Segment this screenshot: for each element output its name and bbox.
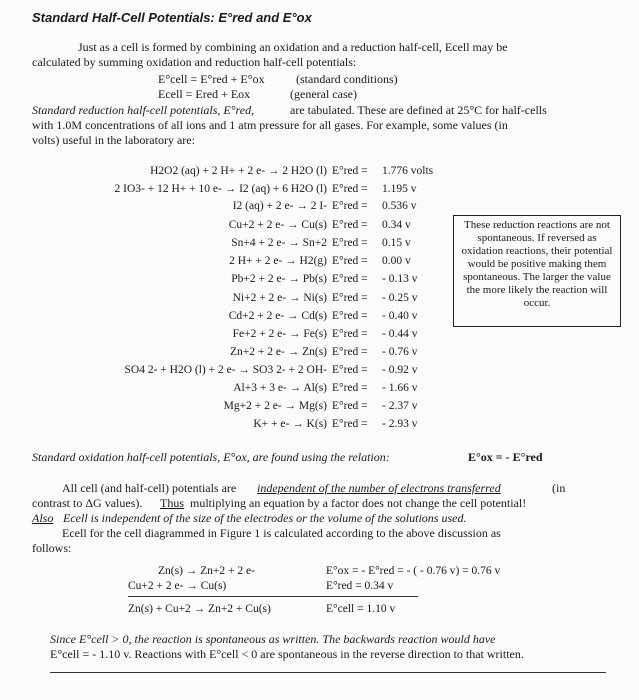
table-row-value: - 0.25 v [382,292,418,304]
table-row-reaction: I2 (aq) + 2 e- → 2 I- [232,200,327,212]
table-row-label: E°red = [332,292,368,304]
table-row-value: 0.00 v [382,255,411,267]
table-row-value: - 0.13 v [382,273,418,285]
example-net-reaction: Zn(s) + Cu+2 → Zn+2 + Cu(s) [128,603,271,615]
table-row-value: - 0.76 v [382,346,418,358]
table-row-label: E°red = [332,237,368,249]
table-row-reaction: SO4 2- + H2O (l) + 2 e- → SO3 2- + 2 OH- [124,364,327,376]
para2-line-2b: Thus [160,496,184,510]
bottom-rule [50,672,606,673]
example-ox-value: E°ox = - E°red = - ( - 0.76 v) = 0.76 v [326,565,501,577]
table-row-label: E°red = [332,273,368,285]
para2-line-3a: Also [32,511,54,525]
table-row-label: E°red = [332,219,368,231]
intro-line-3a: Standard reduction half-cell potentials, E°red, [32,103,255,117]
table-row-reaction: Mg+2 + 2 e- → Mg(s) [223,400,327,412]
table-row-reaction: Cd+2 + 2 e- → Cd(s) [228,310,327,322]
para2-line-4: Ecell for the cell diagrammed in Figure 1 is calculated according to the above discussion as [62,526,501,540]
intro-line-2: calculated by summing oxidation and reduction half-cell potentials: [32,55,357,69]
example-ox-reaction: Zn(s) → Zn+2 + 2 e- [158,565,255,577]
sum-divider [128,596,418,597]
formula-general-note: (general case) [290,87,357,101]
table-row-reaction: Pb+2 + 2 e- → Pb(s) [231,273,327,285]
table-row-label: E°red = [332,200,368,212]
table-row-reaction: 2 IO3- + 12 H+ + 10 e- → I2 (aq) + 6 H2O (l) [114,183,327,195]
example-red-value: E°red = 0.34 v [326,580,394,592]
table-row-value: - 0.44 v [382,328,418,340]
table-row-label: E°red = [332,328,368,340]
formula-standard-note: (standard conditions) [296,72,398,86]
example-net-value: E°cell = 1.10 v [326,603,396,615]
table-row-label: E°red = [332,165,368,177]
table-row-value: - 2.93 v [382,418,418,430]
para2-line-2c: multiplying an equation by a factor does not change the cell potential! [190,496,527,510]
formula-general: Ecell = Ered + Eox [158,87,251,101]
intro-line-5: volts) useful in the laboratory are: [32,133,195,147]
table-row-value: - 0.92 v [382,364,418,376]
table-row-reaction: Fe+2 + 2 e- → Fe(s) [232,328,327,340]
table-row-value: 1.195 v [382,183,417,195]
oxidation-relation: E°ox = - E°red [468,450,543,464]
table-row-value: 1.776 volts [382,165,434,177]
para2-line-5: follows: [32,541,72,555]
table-row-value: 0.15 v [382,237,411,249]
para2-line-1b: independent of the number of electrons transferred [257,481,501,495]
table-row-value: - 0.40 v [382,310,418,322]
table-row-label: E°red = [332,183,368,195]
table-row-reaction: Al+3 + 3 e- → Al(s) [233,382,327,394]
para2-line-2a: contrast to ΔG values). [32,496,143,510]
table-row-label: E°red = [332,255,368,267]
table-row-value: 0.34 v [382,219,411,231]
formula-standard: E°cell = E°red + E°ox [158,72,265,86]
table-row-reaction: Zn+2 + 2 e- → Zn(s) [230,346,327,358]
table-row-reaction: Sn+4 + 2 e- → Sn+2 [231,237,327,249]
table-row-reaction: Ni+2 + 2 e- → Ni(s) [232,292,327,304]
table-row-label: E°red = [332,382,368,394]
table-row-label: E°red = [332,364,368,376]
para2-line-1c: (in [552,481,566,495]
table-row-reaction: Cu+2 + 2 e- → Cu(s) [228,219,327,231]
intro-line-4: with 1.0M concentrations of all ions and 1 atm pressure for all gases. For example, some values (in [32,118,508,132]
table-row-reaction: K+ + e- → K(s) [253,418,327,430]
page-title: Standard Half-Cell Potentials: E°red and E°ox [32,10,312,25]
table-row-reaction: 2 H+ + 2 e- → H2(g) [229,255,327,267]
para2-line-1a: All cell (and half-cell) potentials are [62,481,237,495]
example-red-reaction: Cu+2 + 2 e- → Cu(s) [128,580,227,592]
table-row-label: E°red = [332,346,368,358]
intro-line-1: Just as a cell is formed by combining an oxidation and a reduction half-cell, Ecell may be [78,40,508,54]
table-row-value: - 1.66 v [382,382,418,394]
note-box: These reduction reactions are not spontaneous. If reversed as oxidation reactions, their potential would be positive making them spontaneous. The larger the value the more likely the reaction will occur. [453,215,621,327]
conclusion-line-2: E°cell = - 1.10 v. Reactions with E°cell < 0 are spontaneous in the reverse direction to that written. [50,647,524,661]
table-row-reaction: H2O2 (aq) + 2 H+ + 2 e- → 2 H2O (l) [150,165,327,177]
table-row-label: E°red = [332,310,368,322]
para2-line-3b: Ecell is independent of the size of the electrodes or the volume of the solutions used. [63,511,467,525]
table-row-label: E°red = [332,400,368,412]
intro-line-3b: are tabulated. These are defined at 25°C for half-cells [290,103,547,117]
table-row-label: E°red = [332,418,368,430]
table-row-value: - 2.37 v [382,400,418,412]
oxidation-text: Standard oxidation half-cell potentials, E°ox, are found using the relation: [32,450,390,464]
conclusion-line-1: Since E°cell > 0, the reaction is spontaneous as written. The backwards reaction would have [50,632,496,646]
table-row-value: 0.536 v [382,200,417,212]
